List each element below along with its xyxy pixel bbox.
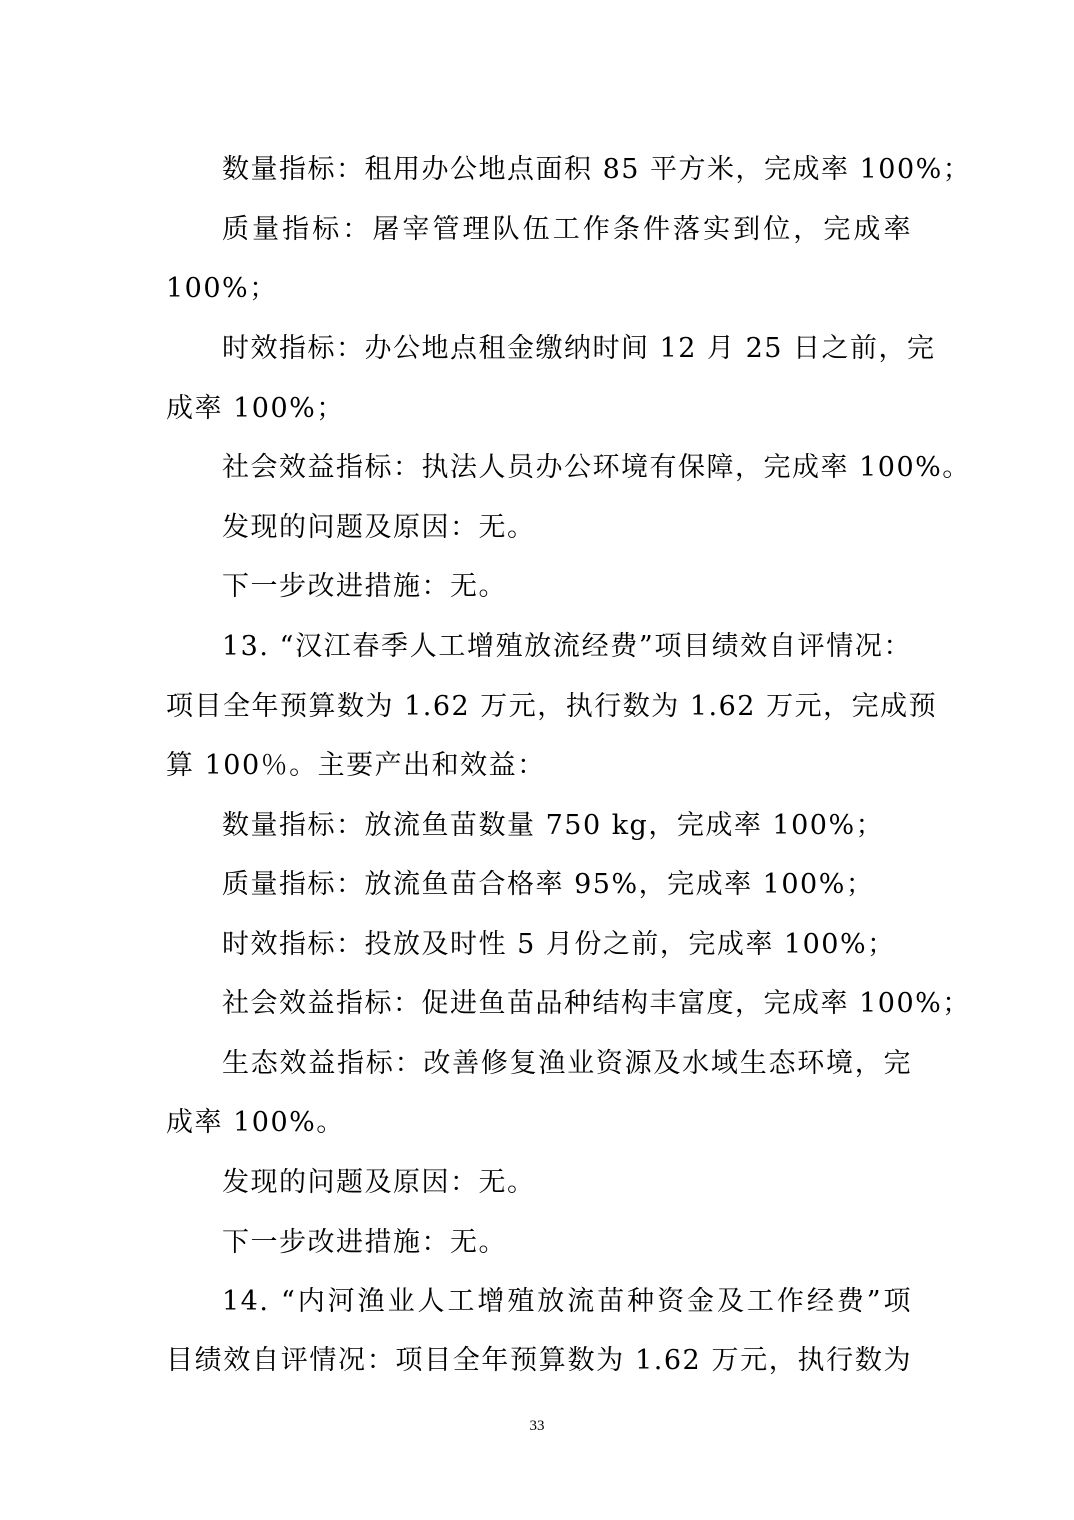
paragraph-line: 目绩效自评情况：项目全年预算数为 1.62 万元，执行数为 — [166, 1345, 912, 1376]
paragraph-line: 成率 100%； — [166, 393, 345, 424]
page-number: 33 — [529, 1418, 545, 1434]
paragraph-line: 社会效益指标：促进鱼苗品种结构丰富度，完成率 100%； — [222, 988, 971, 1019]
paragraph-line: 100%； — [166, 273, 278, 304]
paragraph-line: 发现的问题及原因：无。 — [222, 1167, 536, 1198]
paragraph-line: 成率 100%。 — [166, 1107, 345, 1138]
paragraph-line: 下一步改进措施：无。 — [222, 1227, 507, 1258]
paragraph-line: 下一步改进措施：无。 — [222, 571, 507, 602]
paragraph-line: 数量指标：放流鱼苗数量 750 kg，完成率 100%； — [222, 810, 885, 841]
paragraph-line: 发现的问题及原因：无。 — [222, 512, 536, 543]
paragraph-line: 质量指标：放流鱼苗合格率 95%，完成率 100%； — [222, 869, 875, 900]
paragraph-line: 数量指标：租用办公地点面积 85 平方米，完成率 100%； — [222, 154, 972, 185]
section-heading-14: 14. “内河渔业人工增殖放流苗种资金及工作经费”项 — [222, 1286, 912, 1317]
section-heading-13: 13. “汉江春季人工增殖放流经费”项目绩效自评情况： — [222, 631, 912, 662]
paragraph-line: 社会效益指标：执法人员办公环境有保障，完成率 100%。 — [222, 452, 971, 483]
paragraph-line: 时效指标：办公地点租金缴纳时间 12 月 25 日之前，完 — [222, 333, 936, 364]
paragraph-line: 质量指标：屠宰管理队伍工作条件落实到位，完成率 — [222, 214, 912, 245]
paragraph-line: 生态效益指标：改善修复渔业资源及水域生态环境，完 — [222, 1048, 912, 1079]
paragraph-line: 算 100％。主要产出和效益： — [166, 750, 546, 781]
paragraph-line: 时效指标：投放及时性 5 月份之前，完成率 100%； — [222, 929, 896, 960]
paragraph-line: 项目全年预算数为 1.62 万元，执行数为 1.62 万元，完成预 — [166, 691, 938, 722]
